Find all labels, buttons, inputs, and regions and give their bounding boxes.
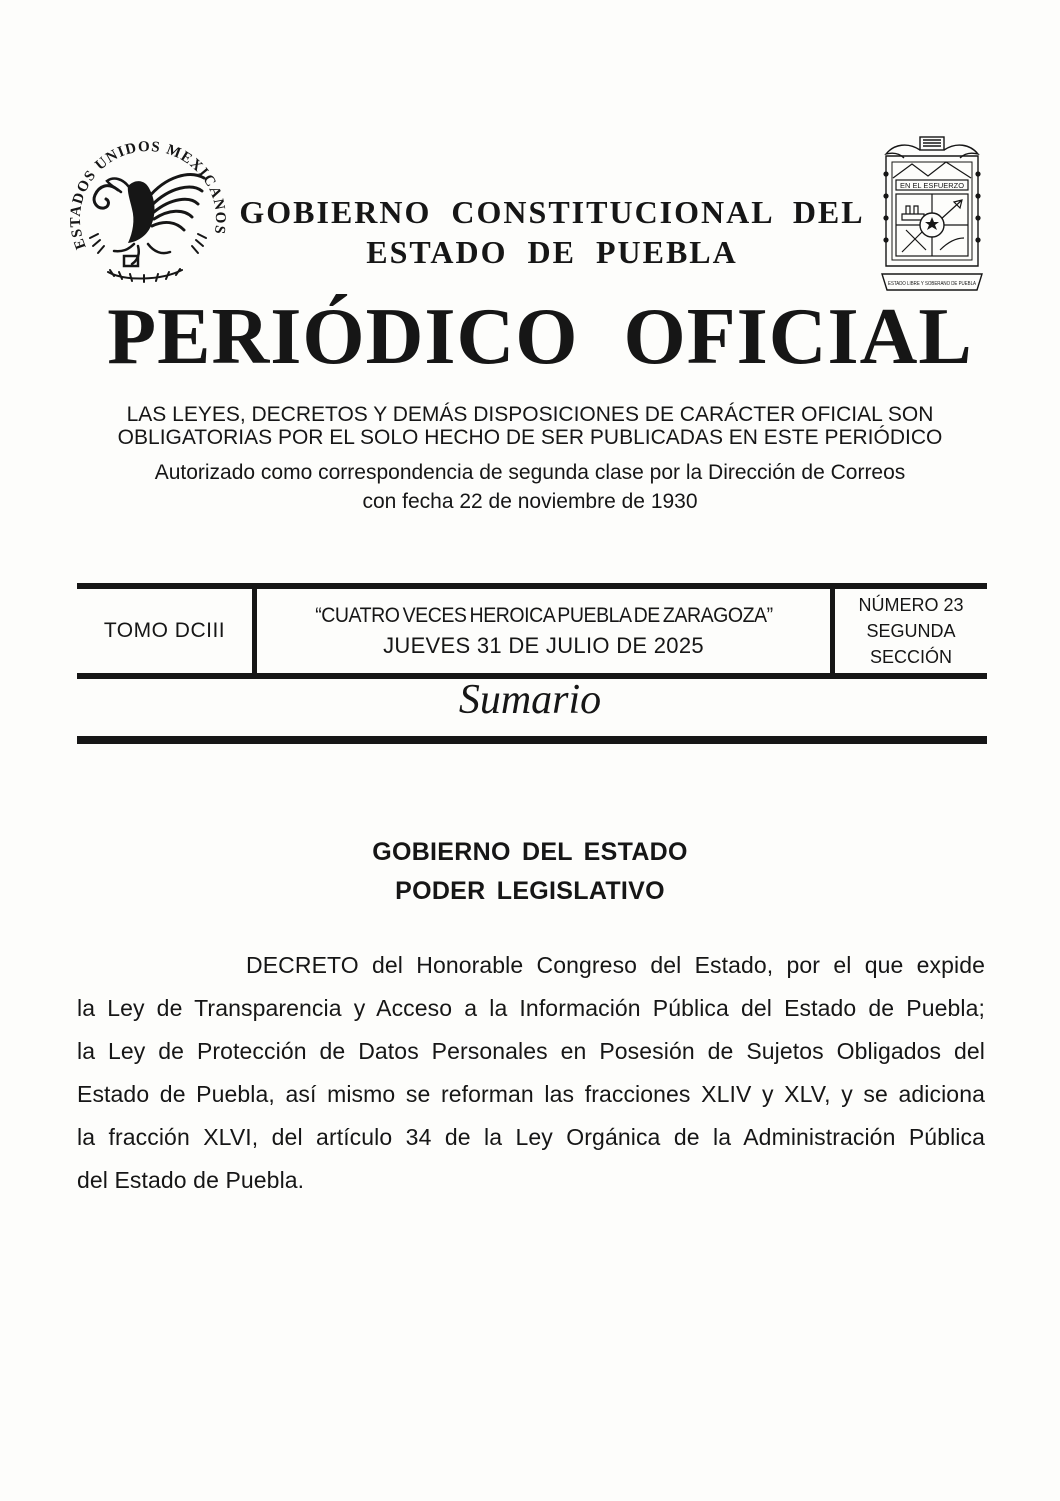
masthead-title: PERIÓDICO OFICIAL xyxy=(107,293,973,381)
decree-line: la Ley de Transparencia y Acceso a la Información Pública del Estado de Puebla; xyxy=(77,995,985,1021)
legal-notice-line1: LAS LEYES, DECRETOS Y DEMÁS DISPOSICIONES DE CARÁCTER OFICIAL SON xyxy=(126,403,934,426)
decree-line: Estado de Puebla, así mismo se reforman las fracciones XLIV y XLV, y se adiciona xyxy=(77,1081,985,1107)
summary-title: Sumario xyxy=(458,677,602,723)
puebla-motto-text: EN EL ESFUERZO xyxy=(900,183,965,190)
government-header-line1: GOBIERNO CONSTITUCIONAL DEL xyxy=(239,194,865,230)
city-motto: “CUATRO VECES HEROICA PUEBLA DE ZARAGOZA” xyxy=(314,603,773,627)
decree-line: la Ley de Protección de Datos Personales en Posesión de Sujetos Obligados del xyxy=(77,1038,985,1064)
number-cell xyxy=(835,589,987,673)
decree-line: del Estado de Puebla. xyxy=(77,1167,305,1193)
puebla-ribbon-text: ESTADO LIBRE Y SOBERANO DE PUEBLA xyxy=(888,281,977,287)
issue-number: NÚMERO 23 xyxy=(858,595,964,615)
decree-line: DECRETO del Honorable Congreso del Estado, por el que expide xyxy=(246,952,985,978)
horizontal-rule xyxy=(77,736,987,744)
legal-notice xyxy=(0,403,1060,449)
motto-cell xyxy=(252,589,835,673)
tome-cell xyxy=(77,589,252,673)
postal-authorization-line2: con fecha 22 de noviembre de 1930 xyxy=(362,490,698,513)
legal-notice-line2: OBLIGATORIAS POR EL SOLO HECHO DE SER PUBLICADAS EN ESTE PERIÓDICO xyxy=(117,426,943,449)
postal-authorization xyxy=(0,458,1060,516)
section-word1: SEGUNDA xyxy=(866,621,956,641)
issue-date: JUEVES 31 DE JULIO DE 2025 xyxy=(383,632,704,658)
section-heading-line2: PODER LEGISLATIVO xyxy=(395,877,665,905)
section-heading xyxy=(0,833,1060,911)
government-header-line2: ESTADO DE PUEBLA xyxy=(366,234,738,270)
government-header xyxy=(205,192,899,272)
masthead-bar xyxy=(77,583,987,679)
decree-line: la fracción XLVI, del artículo 34 de la Ley Orgánica de la Administración Pública xyxy=(77,1124,985,1150)
section-word2: SECCIÓN xyxy=(869,647,952,667)
postal-authorization-line1: Autorizado como correspondencia de segunda clase por la Dirección de Correos xyxy=(154,461,906,484)
tome-label: TOMO DCIII xyxy=(103,619,226,642)
section-heading-line1: GOBIERNO DEL ESTADO xyxy=(372,838,688,866)
emblem-arc-text: ESTADOS UNIDOS MEXICANOS xyxy=(67,138,229,252)
decree-paragraph xyxy=(77,944,985,1202)
